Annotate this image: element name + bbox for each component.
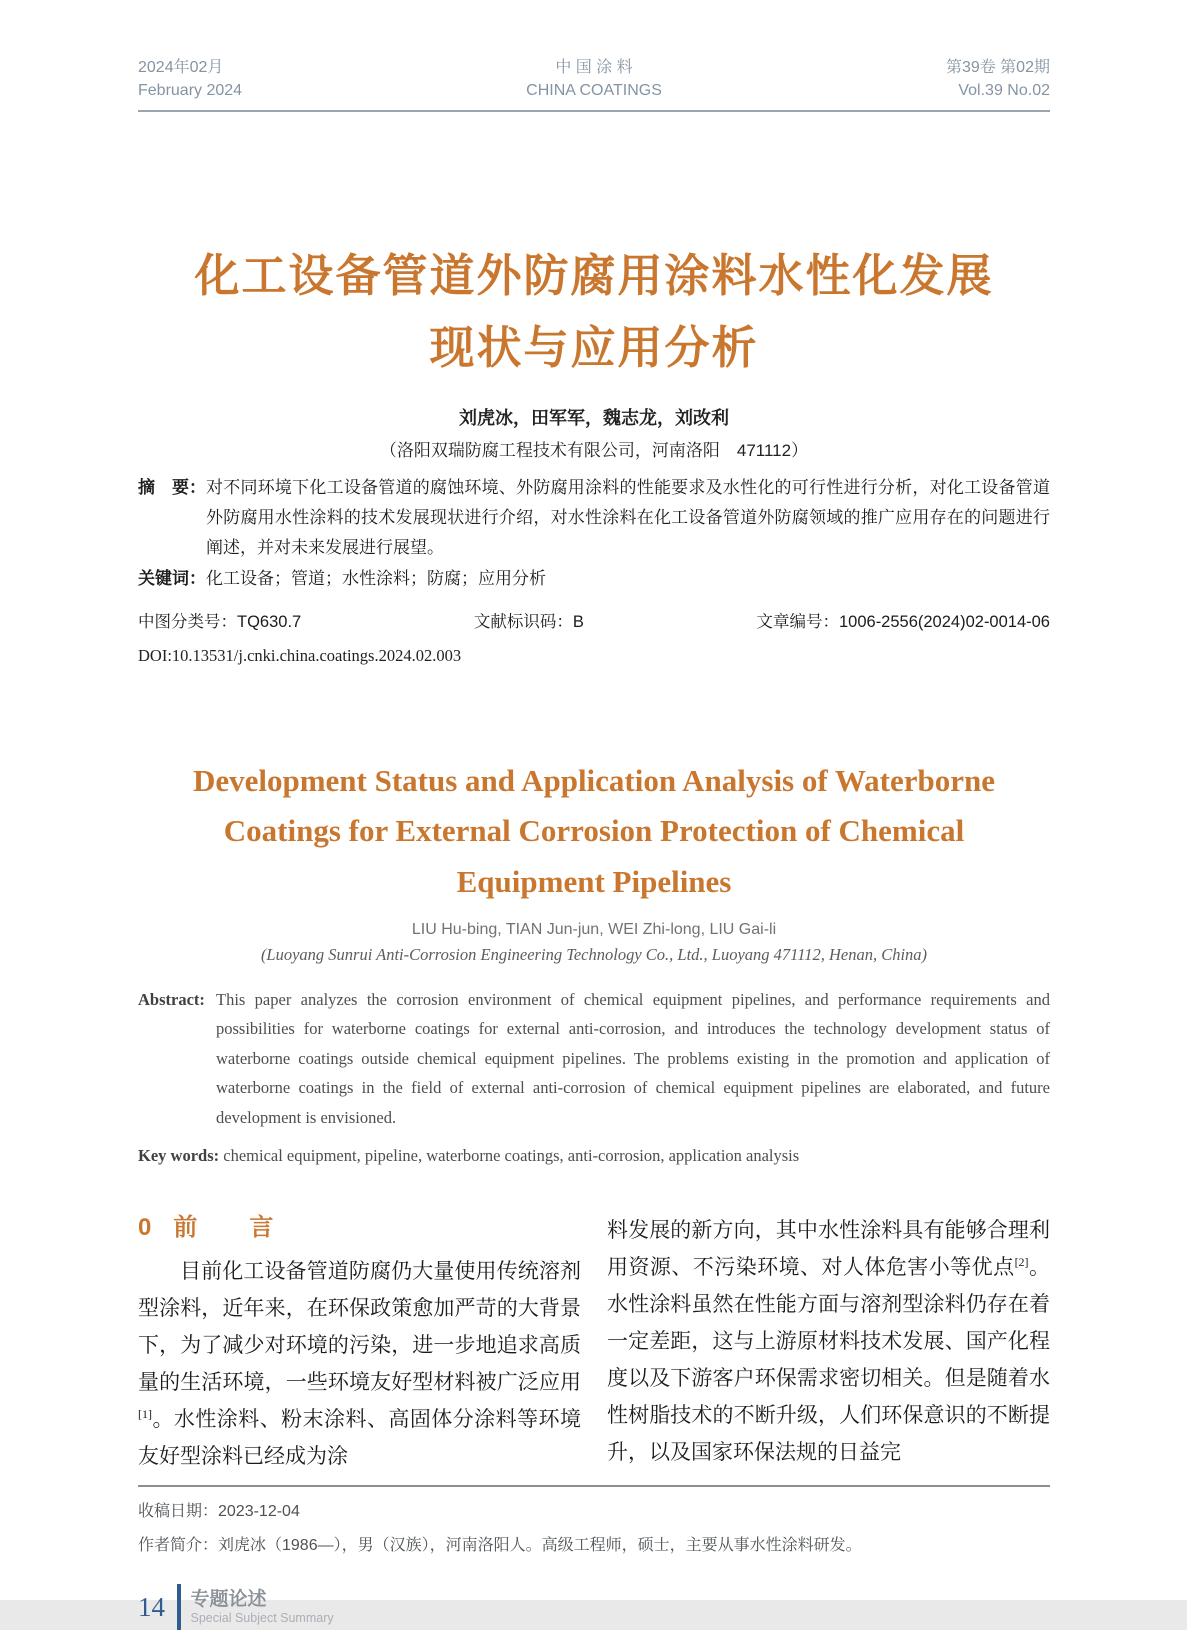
- authors-cn: 刘虎冰，田军军，魏志龙，刘改利: [459, 408, 729, 429]
- abstract-en: [138, 985, 1050, 1132]
- keywords-en-label: Key words:: [138, 1145, 220, 1165]
- journal-running-head: [138, 56, 1050, 102]
- article-meta-row: [138, 608, 1050, 632]
- keywords-cn-text: 化工设备；管道；水性涂料；防腐；应用分析: [206, 568, 546, 588]
- body-column-left: [138, 1212, 581, 1475]
- header-divider: [138, 110, 1050, 112]
- affiliation-cn: （洛阳双瑞防腐工程技术有限公司，河南洛阳 471112）: [379, 441, 809, 461]
- body-paragraph-right: [607, 1212, 1050, 1471]
- article-id: 文章编号：1006-2556(2024)02-0014-06: [756, 612, 1050, 631]
- article-title-en-line2: Coatings for External Corrosion Protection of Chemical: [223, 813, 965, 849]
- section-title: 前 言: [173, 1213, 288, 1241]
- article-title-en-line1: Development Status and Application Analysis of Waterborne: [192, 762, 996, 798]
- keywords-cn: [138, 565, 1050, 594]
- article-title-cn: [138, 240, 1050, 384]
- abstract-en-label: Abstract:: [138, 990, 205, 1010]
- affiliation-en: (Luoyang Sunrui Anti-Corrosion Engineering Technology Co., Ltd., Luoyang 471112, Henan, China): [260, 945, 928, 965]
- keywords-en: [138, 1146, 1050, 1166]
- abstract-en-text: This paper analyzes the corrosion environment of chemical equipment pipelines, and performance requirements and possibilities for waterborne coatings for external anti-corrosion, and introduces the technology development status of waterborne coatings outside chemical equipment pipelines. The problems existing in the promotion and application of waterborne coatings in the field of external anti-corrosion of chemical equipment pipelines are elaborated, and future development is envisioned.: [216, 990, 1050, 1127]
- author-bio: 作者简介：刘虎冰（1986—），男（汉族），河南洛阳人。高级工程师，硕士，主要从事水性涂料研发。: [138, 1536, 862, 1554]
- body-right-text-2: 。水性涂料虽然在性能方面与溶剂型涂料仍存在着一定差距，这与上游原材料技术发展、国产化程度以及下游客户环保需求密切相关。但是随着水性树脂技术的不断升级，人们环保意识的不断提升，以及国家环保法规的日益完: [607, 1254, 1051, 1464]
- article-title-cn-line1: 化工设备管道外防腐用涂料水性化发展: [194, 250, 994, 302]
- body-column-right: [607, 1212, 1050, 1475]
- doi: DOI:10.13531/j.cnki.china.coatings.2024.02.003: [138, 645, 462, 665]
- abstract-cn-text: 对不同环境下化工设备管道的腐蚀环境、外防腐用涂料的性能要求及水性化的可行性进行分析，对化工设备管道外防腐用水性涂料的技术发展现状进行介绍，对水性涂料在化工设备管道外防腐领域的推广应用存在的问题进行阐述，并对未来发展进行展望。: [206, 478, 1050, 557]
- article-title-cn-line2: 现状与应用分析: [429, 322, 759, 374]
- citation-ref-1: [1]: [138, 1407, 152, 1422]
- body-paragraph-left: [138, 1253, 581, 1475]
- header-journal-cn: 中 国 涂 料: [555, 59, 633, 76]
- keywords-cn-label: 关键词：: [138, 568, 206, 588]
- body-right-text-1: 料发展的新方向，其中水性涂料具有能够合理利用资源、不污染环境、对人体危害小等优点: [607, 1217, 1050, 1279]
- page-content: [138, 56, 1050, 1630]
- footer-divider-bar: [177, 1584, 181, 1630]
- header-issue-en: Vol.39 No.02: [958, 82, 1050, 100]
- header-issue-cn: 第39卷 第02期: [945, 59, 1050, 76]
- citation-ref-2: [2]: [1014, 1254, 1029, 1269]
- section-number: 0: [138, 1213, 152, 1241]
- body-left-text-1: 目前化工设备管道防腐仍大量使用传统溶剂型涂料，近年来，在环保政策愈加严苛的大背景下，为了减少对环境的污染，进一步地追求高质量的生活环境，一些环境友好型材料被广泛应用: [138, 1259, 581, 1395]
- footer-column-en: Special Subject Summary: [190, 1610, 334, 1625]
- article-title-en: [138, 756, 1050, 908]
- article-title-en-line3: Equipment Pipelines: [456, 863, 732, 899]
- header-journal-name: [526, 56, 662, 102]
- footnotes: [138, 1495, 1050, 1562]
- header-date-en: February 2024: [138, 82, 243, 100]
- clc-number: 中图分类号：TQ630.7: [138, 612, 302, 631]
- footer-column-cn: 专题论述: [190, 1588, 267, 1610]
- footnote-divider: [138, 1485, 1050, 1487]
- section-heading-intro: [138, 1212, 581, 1243]
- header-date-cn: 2024年02月: [138, 59, 224, 76]
- authors-en: LIU Hu-bing, TIAN Jun-jun, WEI Zhi-long, LIU Gai-li: [411, 921, 777, 939]
- page-footer: [138, 1584, 1050, 1630]
- footer-column-name: [191, 1589, 334, 1626]
- header-date: [138, 56, 242, 102]
- abstract-cn: [138, 473, 1050, 562]
- header-issue: [946, 56, 1050, 102]
- body-left-text-2: 。水性涂料、粉末涂料、高固体分涂料等环境友好型涂料已经成为涂: [138, 1407, 581, 1469]
- header-journal-en: CHINA COATINGS: [526, 82, 662, 100]
- page-number: 14: [138, 1591, 165, 1622]
- body-columns: [138, 1212, 1050, 1475]
- document-code: 文献标识码：B: [473, 612, 584, 631]
- keywords-en-text: chemical equipment, pipeline, waterborne coatings, anti-corrosion, application analysis: [223, 1145, 800, 1165]
- received-date: 收稿日期：2023-12-04: [138, 1503, 300, 1521]
- abstract-cn-label: 摘 要：: [138, 478, 206, 498]
